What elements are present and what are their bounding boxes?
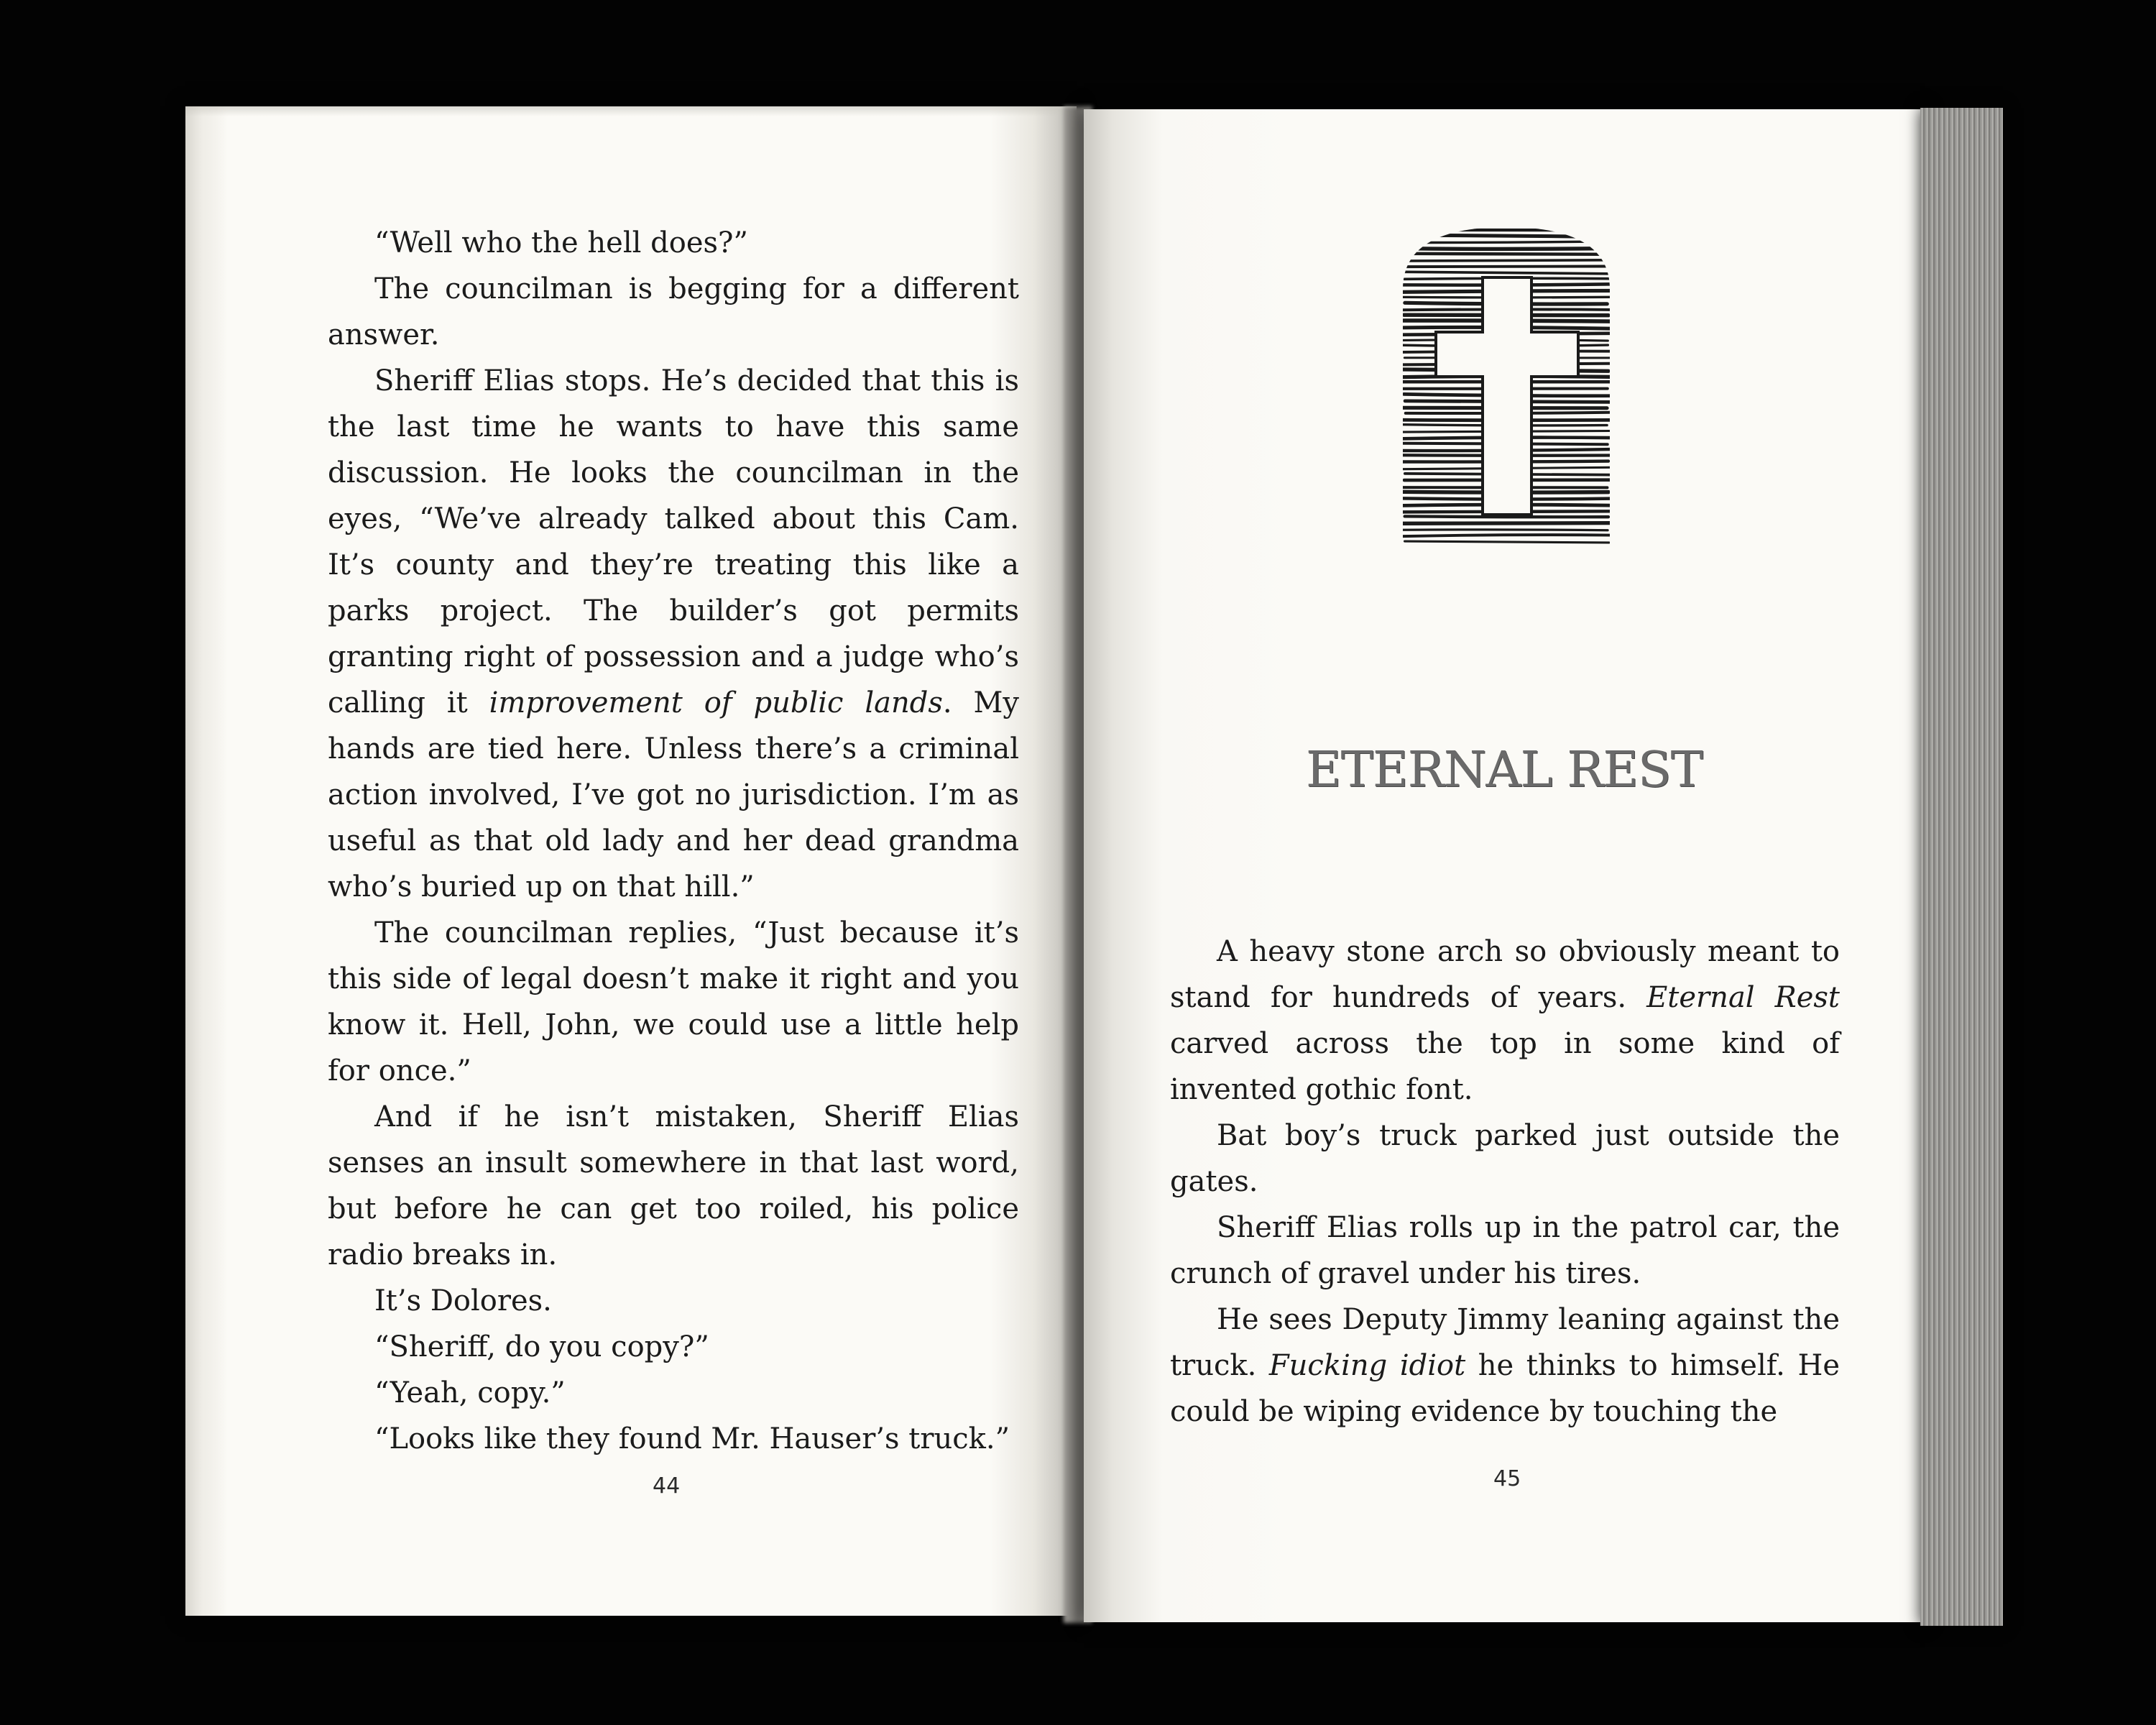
paragraph (328, 266, 1019, 358)
paragraph (1170, 1205, 1840, 1297)
left-page-text (328, 220, 1019, 1462)
hatch-line (1401, 248, 1612, 249)
italic-phrase: Fucking idiot (1268, 1349, 1466, 1382)
text-run: Sheriff Elias rolls up in the patrol car, the crunch of gravel under his tires. (1170, 1211, 1840, 1290)
chapter-title: ETERNAL REST (1306, 742, 1703, 799)
paragraph (328, 1370, 1019, 1416)
hatch-line (1401, 523, 1612, 524)
right-page-text (1170, 929, 1840, 1435)
paragraph (1170, 1113, 1840, 1205)
hatch-line (1401, 272, 1608, 274)
text-run: And if he isn’t mistaken, Sheriff Elias senses an insult somewhere in that last word, but before he can get too roiled, his police radio breaks in. (328, 1100, 1019, 1271)
page-block-edges (1920, 108, 2003, 1626)
page-number-right: 45 (1493, 1466, 1521, 1491)
paragraph (328, 1094, 1019, 1278)
paragraph (328, 1324, 1019, 1370)
hatch-line (1404, 235, 1611, 236)
paragraph (328, 220, 1019, 266)
text-run: “Sheriff, do you copy?” (374, 1330, 709, 1363)
paragraph (328, 358, 1019, 910)
hatch-line (1403, 242, 1611, 243)
page-edge-shade (185, 106, 227, 1616)
text-run: “Yeah, copy.” (374, 1376, 566, 1409)
page-top-shade (185, 106, 1077, 116)
text-run: he thinks to himself. He could be wiping evidence by touching the (1170, 1349, 1840, 1428)
italic-phrase: Eternal Rest (1646, 981, 1840, 1014)
italic-phrase: improvement of public lands (489, 686, 943, 719)
left-page (185, 106, 1077, 1616)
text-run: The councilman is begging for a different answer. (328, 272, 1019, 351)
hatch-line (1405, 516, 1608, 517)
paragraph (328, 1416, 1019, 1462)
page-number-left: 44 (653, 1473, 681, 1499)
paragraph (1170, 929, 1840, 1113)
paragraph (328, 910, 1019, 1094)
text-run: “Looks like they found Mr. Hauser’s truck.” (374, 1422, 1010, 1455)
cross-in-arch-ornament-icon (1399, 224, 1614, 546)
text-run: Sheriff Elias stops. He’s decided that this is the last time he wants to have this same discussion. He looks the councilman in the eyes, “We’ve already talked about this Cam. It’s county and they’re treating this like a parks project. The builder’s got permits granting right of possession and a judge who’s calling it (328, 364, 1019, 719)
paragraph (1170, 1297, 1840, 1435)
hatch-line (1405, 541, 1610, 543)
right-page (1084, 109, 1925, 1622)
hatch-line (1401, 535, 1611, 536)
text-run: A heavy stone arch so obviously meant to stand for hundreds of years. (1170, 935, 1840, 1014)
text-run: carved across the top in some kind of invented gothic font. (1170, 1027, 1840, 1106)
paragraph (328, 1278, 1019, 1324)
text-run: Bat boy’s truck parked just outside the gates. (1170, 1119, 1840, 1198)
text-run: “Well who the hell does?” (374, 226, 748, 259)
hatch-line (1401, 260, 1607, 261)
text-run: The councilman replies, “Just because it’s this side of legal doesn’t make it right and you know it. Hell, John, we could use a little help for once.” (328, 916, 1019, 1087)
text-run: It’s Dolores. (374, 1284, 552, 1317)
text-run: . My hands are tied here. Unless there’s a criminal action involved, I’ve got no jurisdiction. I’m as useful as that old lady and her dead grandma who’s buried up on that hill.” (328, 686, 1020, 903)
text-run: He sees Deputy Jimmy leaning against the truck. (1170, 1303, 1840, 1382)
hatch-line (1401, 266, 1608, 267)
